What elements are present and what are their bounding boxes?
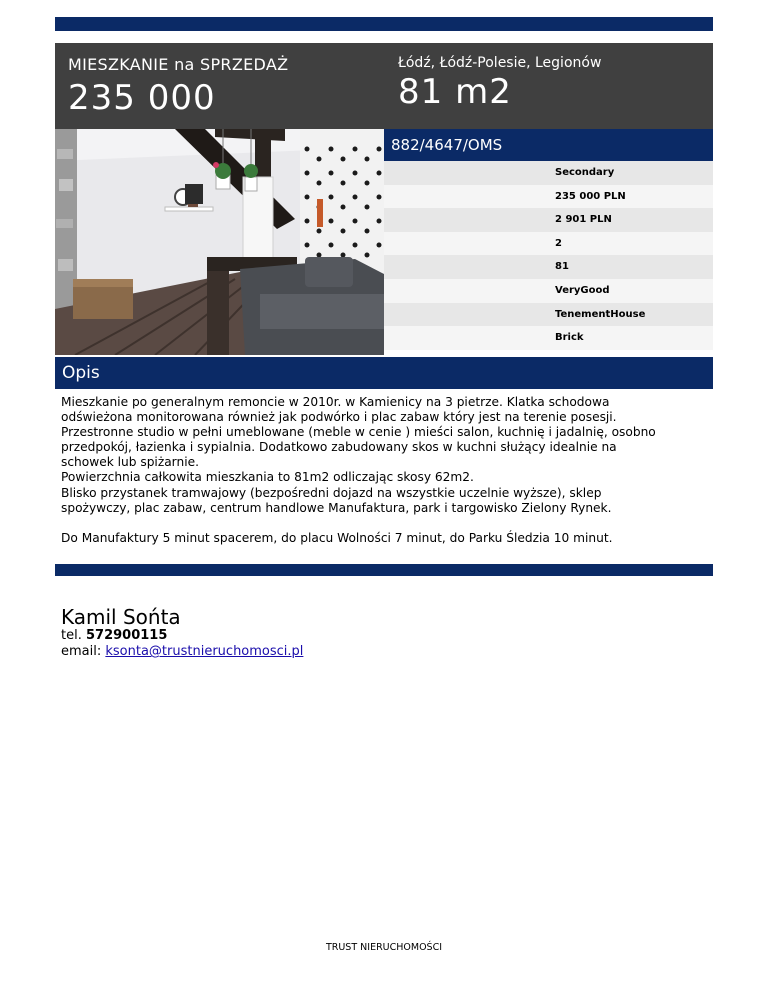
apartment-photo bbox=[55, 129, 384, 355]
description-text bbox=[61, 395, 711, 546]
listing-price: 235 000 bbox=[68, 78, 216, 118]
description-line: schowek lub spiżarnie. bbox=[61, 455, 199, 470]
phone-label: tel. bbox=[61, 628, 82, 643]
listing-location: Łódź, Łódź-Polesie, Legionów bbox=[398, 55, 602, 71]
detail-row-price-per-m2 bbox=[384, 208, 713, 232]
detail-value: 81 bbox=[555, 261, 569, 273]
description-heading: Opis bbox=[62, 363, 100, 383]
detail-row-market bbox=[384, 161, 713, 185]
detail-value: 2 bbox=[555, 237, 562, 249]
description-line: Mieszkanie po generalnym remoncie w 2010r. w Kamienicy na 3 pietrze. Klatka schodowa bbox=[61, 395, 610, 409]
agent-email-link[interactable]: ksonta@trustnieruchomosci.pl bbox=[105, 644, 304, 659]
detail-row-material bbox=[384, 326, 713, 350]
detail-value: TenementHouse bbox=[555, 308, 646, 320]
description-line: Blisko przystanek tramwajowy (bezpośredni dojazd na wszystkie uczelnie wyższe), sklep bbox=[61, 485, 602, 500]
reference-number: 882/4647/OMS bbox=[391, 136, 503, 154]
detail-value: Brick bbox=[555, 332, 584, 344]
reference-number-bar bbox=[384, 129, 713, 161]
email-label: email: bbox=[61, 644, 102, 659]
agent-name: Kamil Sońta bbox=[61, 605, 181, 629]
description-closing: Do Manufaktury 5 minut spacerem, do placu Wolności 7 minut, do Parku Śledzia 10 minut. bbox=[61, 530, 613, 545]
description-line: Powierzchnia całkowita mieszkania to 81m2 odliczając skosy 62m2. bbox=[61, 470, 474, 485]
description-heading-bar bbox=[55, 357, 713, 389]
description-line: spożywczy, plac zabaw, centrum handlowe Manufaktura, park i targowisko Zielony Rynek. bbox=[61, 500, 612, 515]
details-table bbox=[384, 161, 713, 350]
top-accent-bar bbox=[55, 17, 713, 31]
listing-area: 81 m2 bbox=[398, 72, 512, 112]
detail-row-condition bbox=[384, 279, 713, 303]
agent-phone: 572900115 bbox=[85, 628, 168, 643]
detail-row-price bbox=[384, 185, 713, 209]
footer-brand: TRUST NIERUCHOMOŚCI bbox=[325, 942, 443, 953]
agent-email-line bbox=[61, 644, 303, 660]
description-line: przedpokój, łazienka i sypialnia. Dodatkowo zabudowany skos w kuchni służący idealnie na bbox=[61, 440, 617, 455]
description-line: Przestronne studio w pełni umeblowane (meble w cenie ) mieści salon, kuchnię i jadalnię, osobno bbox=[61, 425, 656, 440]
description-line: odświeżona monitorowana również jak podwórko i plac zabaw który jest na terenie posesji. bbox=[61, 410, 617, 425]
agent-contact bbox=[61, 606, 303, 660]
detail-value: 2 901 PLN bbox=[555, 214, 612, 226]
detail-value: 235 000 PLN bbox=[555, 190, 626, 202]
detail-value: Secondary bbox=[555, 167, 615, 178]
listing-type: MIESZKANIE na SPRZEDAŻ bbox=[68, 55, 289, 74]
section-divider-bar bbox=[55, 564, 713, 576]
detail-row-area bbox=[384, 255, 713, 279]
detail-value: VeryGood bbox=[555, 284, 610, 296]
detail-row-building-type bbox=[384, 303, 713, 327]
listing-header bbox=[55, 43, 713, 129]
agent-phone-line bbox=[61, 628, 303, 644]
detail-row-rooms bbox=[384, 232, 713, 256]
